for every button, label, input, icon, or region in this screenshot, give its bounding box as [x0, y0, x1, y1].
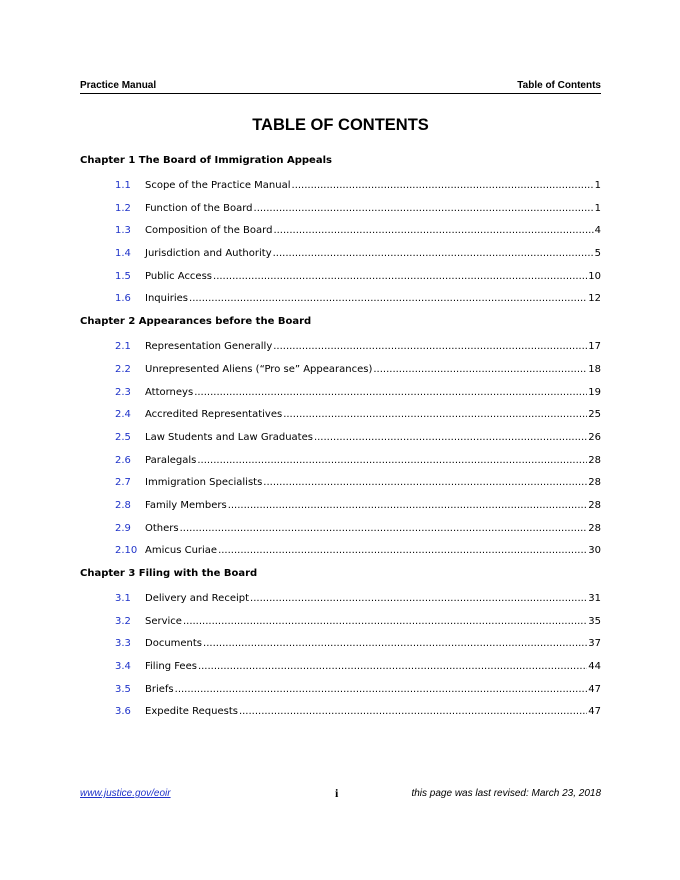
toc-entry-number[interactable]: 3.6 [115, 706, 131, 718]
dot-leader [189, 291, 587, 307]
toc-entry-title[interactable]: Delivery and Receipt [145, 593, 250, 604]
toc-entry-title[interactable]: Function of the Board [145, 202, 253, 214]
toc-entry-title[interactable]: Composition of the Board [145, 225, 273, 237]
toc-entry-page[interactable]: 26 [588, 431, 601, 443]
eoir-website-link[interactable]: www.justice.gov/eoir [80, 788, 171, 799]
dot-leader [273, 339, 587, 355]
toc-entry-title[interactable]: Amicus Curiae [145, 545, 218, 557]
chapter-heading: Chapter 3 Filing with the Board [80, 568, 258, 579]
toc-entry-page[interactable]: 18 [588, 363, 601, 375]
toc-entry-number[interactable]: 2.3 [115, 386, 131, 398]
toc-entry-page[interactable]: 44 [588, 661, 601, 673]
toc-entry-page[interactable]: 35 [588, 615, 601, 627]
toc-entry-title[interactable]: Representation Generally [145, 341, 273, 353]
toc-entry[interactable] [80, 178, 601, 194]
toc-entry[interactable] [80, 362, 601, 378]
dot-leader [228, 498, 588, 514]
toc-entry-number[interactable]: 2.7 [115, 477, 131, 489]
toc-entry-page[interactable]: 17 [588, 341, 601, 353]
toc-entry-number[interactable]: 3.2 [115, 615, 131, 627]
toc-entry-title[interactable]: Paralegals [145, 454, 197, 466]
toc-entry-number[interactable]: 1.2 [115, 202, 131, 214]
dot-leader [254, 201, 594, 217]
toc-entry-title[interactable]: Attorneys [145, 386, 194, 398]
toc-entry[interactable] [80, 636, 601, 652]
toc-entry-number[interactable]: 3.4 [115, 661, 131, 673]
toc-entry-title[interactable]: Family Members [145, 499, 227, 511]
toc-entry-number[interactable]: 2.10 [115, 545, 138, 557]
toc-entry-title[interactable]: Inquiries [145, 293, 189, 305]
toc-entry-number[interactable]: 2.2 [115, 363, 131, 375]
toc-entry-title[interactable]: Service [145, 615, 182, 627]
toc-entry-number[interactable]: 2.1 [115, 341, 131, 353]
dot-leader [263, 475, 587, 491]
toc-entry-number[interactable]: 1.4 [115, 248, 131, 260]
toc-entry-title[interactable]: Public Access [145, 270, 213, 282]
toc-entry[interactable] [80, 385, 601, 401]
toc-entry-page[interactable]: 28 [588, 454, 601, 466]
dot-leader [194, 385, 587, 401]
toc-entry[interactable] [80, 246, 601, 262]
page-footer [80, 787, 601, 801]
header-section-title: Table of Contents [517, 80, 601, 91]
page-title: TABLE OF CONTENTS [252, 116, 429, 134]
toc-entry-number[interactable]: 3.1 [115, 593, 131, 604]
dot-leader [183, 614, 587, 630]
page-header [80, 79, 601, 94]
last-revised-note: this page was last revised: March 23, 2018 [411, 788, 601, 799]
toc-entry[interactable] [80, 543, 601, 559]
toc-entry[interactable] [80, 591, 601, 607]
toc-entry[interactable] [80, 521, 601, 537]
toc-entry-number[interactable]: 2.6 [115, 454, 131, 466]
dot-leader [314, 430, 587, 446]
toc-entry-number[interactable]: 2.8 [115, 499, 131, 511]
toc-entry-page[interactable]: 4 [594, 225, 601, 237]
header-manual-title: Practice Manual [80, 80, 157, 91]
toc-entry[interactable] [80, 682, 601, 698]
toc-entry[interactable] [80, 430, 601, 446]
toc-entry-title[interactable]: Accredited Representatives [145, 409, 283, 421]
dot-leader [373, 362, 587, 378]
dot-leader [273, 223, 593, 239]
chapter-heading: Chapter 1 The Board of Immigration Appeals [80, 155, 332, 166]
toc-entry-page[interactable]: 31 [588, 593, 601, 604]
dot-leader [218, 543, 587, 559]
toc-entry-page[interactable]: 28 [588, 477, 601, 489]
toc-entry-title[interactable]: Jurisdiction and Authority [145, 248, 272, 260]
toc-entry[interactable] [80, 659, 601, 675]
toc-entry-number[interactable]: 2.9 [115, 522, 131, 534]
toc-entry-page[interactable]: 28 [588, 522, 601, 534]
toc-entry-page[interactable]: 28 [588, 499, 601, 511]
toc-entry-page[interactable]: 30 [588, 545, 601, 557]
dot-leader [175, 682, 588, 698]
toc-entry-page[interactable]: 25 [588, 409, 601, 421]
toc-entry-number[interactable]: 2.4 [115, 409, 131, 421]
table-of-contents [80, 153, 601, 727]
toc-entry[interactable] [80, 498, 601, 514]
dot-leader [292, 178, 594, 194]
page-number: i [335, 786, 339, 800]
chapter-heading: Chapter 2 Appearances before the Board [80, 316, 312, 328]
toc-entry-page[interactable]: 47 [588, 683, 601, 695]
dot-leader [283, 407, 587, 423]
toc-entry-number[interactable]: 2.5 [115, 431, 131, 443]
toc-entry-title[interactable]: Immigration Specialists [145, 477, 263, 489]
toc-entry[interactable] [80, 223, 601, 239]
toc-entry[interactable] [80, 339, 601, 355]
toc-entry-title[interactable]: Filing Fees [145, 661, 197, 673]
toc-entry[interactable] [80, 269, 601, 285]
toc-entry-title[interactable]: Unrepresented Aliens (“Pro se” Appearances) [145, 363, 373, 375]
toc-entry-page[interactable]: 19 [588, 386, 601, 398]
toc-entry-page[interactable]: 1 [594, 180, 601, 191]
toc-entry-title[interactable]: Law Students and Law Graduates [145, 431, 313, 443]
toc-entry-page[interactable]: 5 [594, 248, 601, 260]
toc-entry-title[interactable]: Expedite Requests [145, 706, 238, 718]
toc-entry-number[interactable]: 1.1 [115, 180, 131, 191]
toc-entry-page[interactable]: 12 [588, 293, 601, 305]
toc-entry-title[interactable]: Scope of the Practice Manual [145, 180, 291, 191]
toc-entry-title[interactable]: Documents [145, 638, 203, 650]
toc-entry-number[interactable]: 3.5 [115, 683, 131, 695]
toc-entry[interactable] [80, 453, 601, 469]
toc-entry[interactable] [80, 475, 601, 491]
toc-entry[interactable] [80, 704, 601, 720]
toc-entry-number[interactable]: 1.5 [115, 270, 131, 282]
dot-leader [198, 659, 587, 675]
dot-leader [197, 453, 587, 469]
dot-leader [203, 636, 587, 652]
toc-entry-number[interactable]: 3.3 [115, 638, 131, 650]
toc-entry-page[interactable]: 1 [594, 202, 601, 214]
toc-entry-title[interactable]: Others [145, 522, 179, 534]
dot-leader [250, 591, 587, 607]
dot-leader [239, 704, 587, 720]
toc-entry-number[interactable]: 1.6 [115, 293, 131, 305]
toc-entry[interactable] [80, 407, 601, 423]
dot-leader [213, 269, 587, 285]
toc-entry-page[interactable]: 10 [588, 270, 601, 282]
toc-entry-page[interactable]: 47 [588, 706, 601, 718]
toc-entry[interactable] [80, 291, 601, 307]
dot-leader [273, 246, 594, 262]
toc-entry-title[interactable]: Briefs [145, 683, 174, 695]
toc-entry-page[interactable]: 37 [588, 638, 601, 650]
toc-entry[interactable] [80, 201, 601, 217]
dot-leader [180, 521, 588, 537]
toc-entry[interactable] [80, 614, 601, 630]
toc-entry-number[interactable]: 1.3 [115, 225, 131, 237]
